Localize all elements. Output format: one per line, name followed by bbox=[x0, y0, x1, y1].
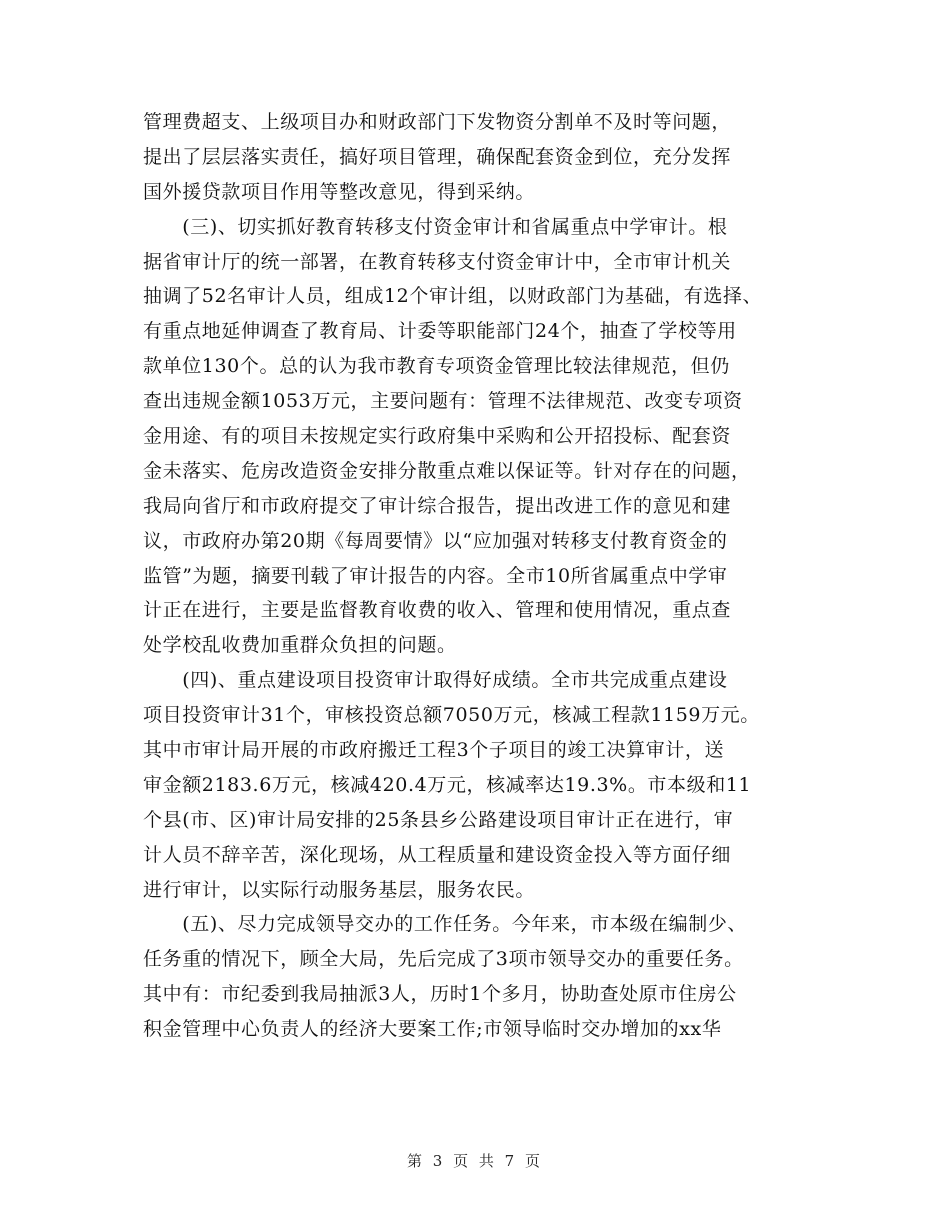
text-line: (四)、重点建设项目投资审计取得好成绩。全市共完成重点建设 bbox=[143, 669, 728, 692]
text-line: 国外援贷款项目作用等整改意见，得到采纳。 bbox=[143, 180, 536, 203]
text-line: 提出了层层落实责任，搞好项目管理，确保配套资金到位，充分发挥 bbox=[143, 145, 732, 168]
text-line: 管理费超支、上级项目办和财政部门下发物资分割单不及时等问题， bbox=[143, 111, 732, 133]
text-line: 我局向省厅和市政府提交了审计综合报告，提出改进工作的意见和建 bbox=[143, 494, 732, 517]
text-line: (三)、切实抓好教育转移支付资金审计和省属重点中学审计。根 bbox=[143, 215, 728, 238]
text-line: 查出违规金额1053万元，主要问题有：管理不法律规范、改变专项资 bbox=[143, 390, 743, 413]
text-line: 计正在进行，主要是监督教育收费的收入、管理和使用情况，重点查 bbox=[143, 599, 732, 622]
page-footer bbox=[0, 1150, 950, 1171]
text-line: 处学校乱收费加重群众负担的问题。 bbox=[143, 634, 457, 657]
text-line: 任务重的情况下，顾全大局，先后完成了3项市领导交办的重要任务。 bbox=[143, 948, 744, 971]
text-line: 其中有：市纪委到我局抽派3人，历时1个多月，协助查处原市住房公 bbox=[143, 983, 737, 1006]
text-line: 抽调了52名审计人员，组成12个审计组，以财政部门为基础，有选择、 bbox=[143, 285, 763, 308]
text-line: 进行审计，以实际行动服务基层，服务农民。 bbox=[143, 878, 536, 901]
text-line: 项目投资审计31个，审核投资总额7050万元，核减工程款1159万元。 bbox=[143, 704, 760, 727]
text-line: 议，市政府办第20期《每周要情》以“应加强对转移支付教育资金的 bbox=[143, 529, 728, 552]
text-line: 个县(市、区)审计局安排的25条县乡公路建设项目审计正在进行，审 bbox=[143, 808, 734, 831]
text-line: 监管”为题，摘要刊载了审计报告的内容。全市10所省属重点中学审 bbox=[143, 564, 728, 587]
body-text bbox=[143, 105, 843, 1047]
text-line: (五)、尽力完成领导交办的工作任务。今年来，市本级在编制少、 bbox=[143, 913, 748, 936]
text-line: 积金管理中心负责人的经济大要案工作;市领导临时交办增加的xx华 bbox=[143, 1018, 722, 1041]
text-line: 金用途、有的项目未按规定实行政府集中采购和公开招投标、配套资 bbox=[143, 425, 732, 448]
text-line: 其中市审计局开展的市政府搬迁工程3个子项目的竣工决算审计，送 bbox=[143, 739, 725, 762]
text-line: 据省审计厅的统一部署，在教育转移支付资金审计中，全市审计机关 bbox=[143, 250, 732, 273]
page-number-label: 第 3 页 共 7 页 bbox=[407, 1152, 543, 1170]
text-line: 款单位130个。总的认为我市教育专项资金管理比较法律规范，但仍 bbox=[143, 355, 730, 378]
text-line: 有重点地延伸调查了教育局、计委等职能部门24个，抽查了学校等用 bbox=[143, 320, 737, 343]
text-line: 计人员不辞辛苦，深化现场，从工程质量和建设资金投入等方面仔细 bbox=[143, 843, 732, 866]
text-line: 审金额2183.6万元，核减420.4万元，核减率达19.3%。市本级和11 bbox=[143, 773, 752, 796]
text-line: 金未落实、危房改造资金安排分散重点难以保证等。针对存在的问题， bbox=[143, 459, 751, 482]
